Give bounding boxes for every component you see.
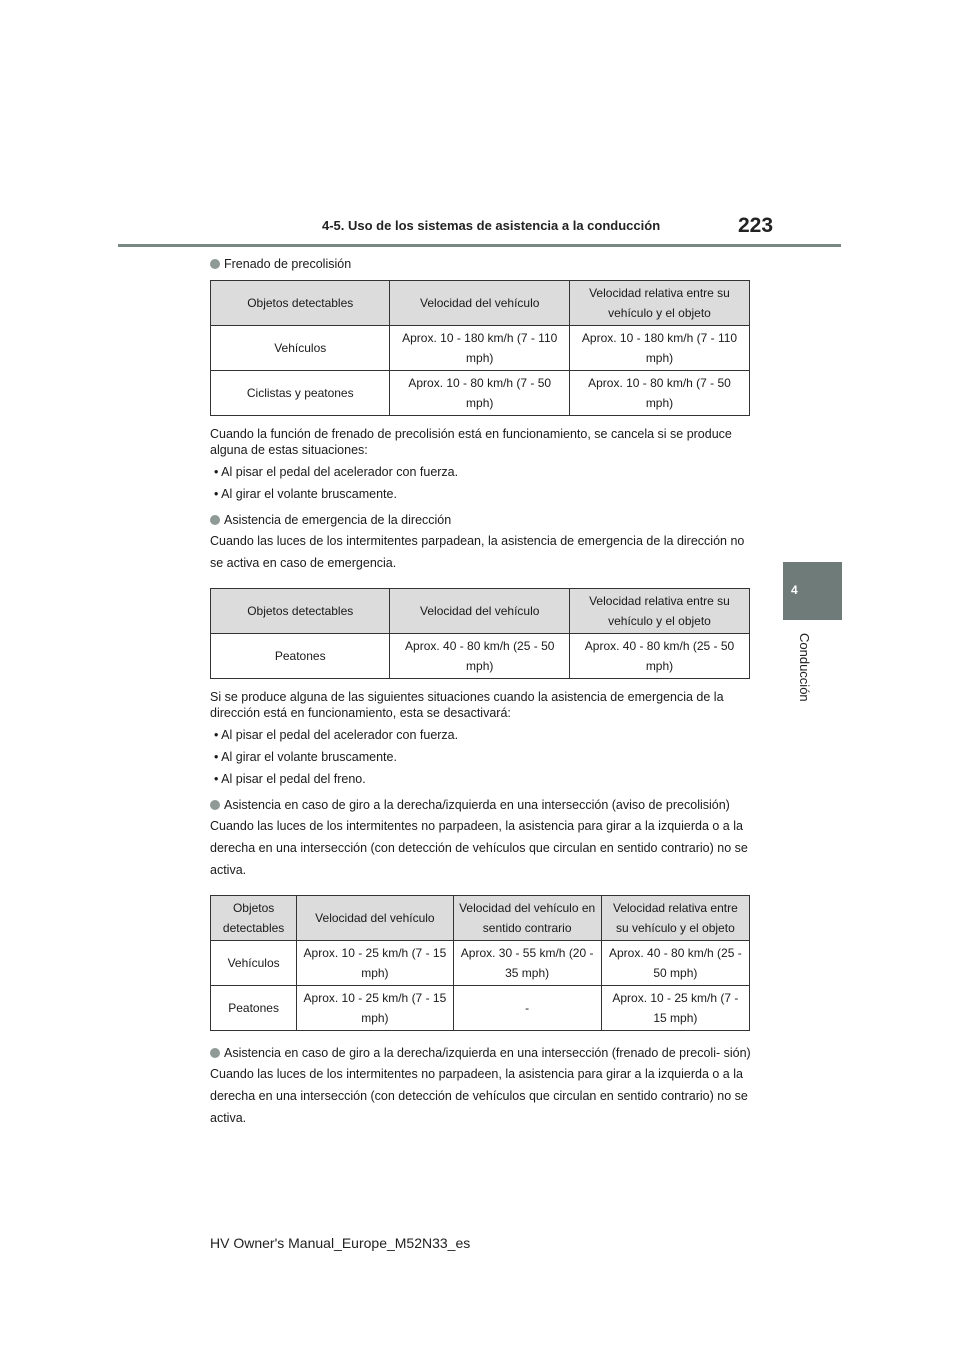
chapter-tab-number: 4 <box>791 583 798 597</box>
table-header-row <box>211 589 750 634</box>
table-header-cell: Objetos detectables <box>211 589 390 634</box>
list-item: • Al pisar el pedal del acelerador con fuerza. <box>214 728 459 742</box>
table-cell: Aprox. 10 - 180 km/h (7 - 110 mph) <box>569 326 749 371</box>
list-item: • Al girar el volante bruscamente. <box>214 487 397 501</box>
table-cell: Aprox. 10 - 80 km/h (7 - 50 mph) <box>569 371 749 416</box>
table-cell: Aprox. 10 - 80 km/h (7 - 50 mph) <box>390 371 569 416</box>
table-cell: - <box>453 986 601 1031</box>
table-header-row <box>211 896 750 941</box>
table-header-cell: Velocidad relativa entre su vehículo y el objeto <box>569 281 749 326</box>
table-header-cell: Objetos detectables <box>211 281 390 326</box>
section-heading-text: Frenado de precolisión <box>224 257 352 271</box>
table-header-cell: Velocidad del vehículo <box>297 896 453 941</box>
table-cell: Aprox. 10 - 25 km/h (7 - 15 mph) <box>297 986 453 1031</box>
table-row <box>211 986 750 1031</box>
table-row <box>211 634 750 679</box>
section-heading <box>210 512 752 528</box>
table-cell: Peatones <box>211 986 297 1031</box>
bullet-dot-icon <box>210 259 220 269</box>
table-cell: Aprox. 10 - 25 km/h (7 - 15 mph) <box>297 941 453 986</box>
section-heading <box>210 1045 752 1061</box>
header-divider <box>118 244 841 247</box>
page-content <box>210 256 752 1129</box>
section-header-title: 4-5. Uso de los sistemas de asistencia a la conducción <box>322 218 661 233</box>
table-cell: Vehículos <box>211 941 297 986</box>
detection-table <box>210 280 750 416</box>
chapter-tab-label: Conducción <box>797 633 812 702</box>
table-row <box>211 326 750 371</box>
table-cell: Aprox. 40 - 80 km/h (25 - 50 mph) <box>601 941 749 986</box>
section-heading <box>210 256 752 272</box>
bullet-dot-icon <box>210 800 220 810</box>
body-paragraph: Cuando la función de frenado de precolisión está en funcionamiento, se cancela si se produce alguna de estas situaciones: <box>210 427 732 457</box>
section-heading-text: Asistencia en caso de giro a la derecha/izquierda en una intersección (frenado de precoli- sión) <box>224 1046 751 1060</box>
table-cell: Peatones <box>211 634 390 679</box>
table-row <box>211 371 750 416</box>
list-item: • Al pisar el pedal del acelerador con fuerza. <box>214 465 459 479</box>
table-cell: Vehículos <box>211 326 390 371</box>
table-row <box>211 941 750 986</box>
list-item: • Al pisar el pedal del freno. <box>214 772 366 786</box>
section-heading-text: Asistencia en caso de giro a la derecha/izquierda en una intersección (aviso de precolisión) <box>224 798 730 812</box>
table-header-cell: Objetos detectables <box>211 896 297 941</box>
table-cell: Ciclistas y peatones <box>211 371 390 416</box>
body-paragraph: Si se produce alguna de las siguientes situaciones cuando la asistencia de emergencia de la dirección está en funcionamiento, esta se desactivará: <box>210 690 724 720</box>
detection-table <box>210 588 750 679</box>
body-paragraph: Cuando las luces de los intermitentes no parpadeen, la asistencia para girar a la izquierda o a la derecha en una intersección (con detección de vehículos que circulan en sentido contrario) no se activa. <box>210 819 748 877</box>
table-cell: Aprox. 40 - 80 km/h (25 - 50 mph) <box>569 634 749 679</box>
section-heading <box>210 797 752 813</box>
table-header-row <box>211 281 750 326</box>
list-item: • Al girar el volante bruscamente. <box>214 750 397 764</box>
body-paragraph: Cuando las luces de los intermitentes no parpadeen, la asistencia para girar a la izquierda o a la derecha en una intersección (con detección de vehículos que circulan en sentido contrario) no se activa. <box>210 1067 748 1125</box>
table-cell: Aprox. 10 - 25 km/h (7 - 15 mph) <box>601 986 749 1031</box>
table-cell: Aprox. 30 - 55 km/h (20 - 35 mph) <box>453 941 601 986</box>
detection-table <box>210 895 750 1031</box>
table-cell: Aprox. 10 - 180 km/h (7 - 110 mph) <box>390 326 569 371</box>
body-paragraph: Cuando las luces de los intermitentes parpadean, la asistencia de emergencia de la dirección no se activa en caso de emergencia. <box>210 534 745 570</box>
table-cell: Aprox. 40 - 80 km/h (25 - 50 mph) <box>390 634 569 679</box>
page-number: 223 <box>738 214 774 237</box>
footer-text: HV Owner's Manual_Europe_M52N33_es <box>210 1235 471 1251</box>
table-header-cell: Velocidad del vehículo <box>390 281 569 326</box>
section-heading-text: Asistencia de emergencia de la dirección <box>224 513 452 527</box>
table-header-cell: Velocidad relativa entre su vehículo y el objeto <box>569 589 749 634</box>
table-header-cell: Velocidad relativa entre su vehículo y el objeto <box>601 896 749 941</box>
bullet-dot-icon <box>210 1048 220 1058</box>
bullet-dot-icon <box>210 515 220 525</box>
table-header-cell: Velocidad del vehículo <box>390 589 569 634</box>
table-header-cell: Velocidad del vehículo en sentido contrario <box>453 896 601 941</box>
